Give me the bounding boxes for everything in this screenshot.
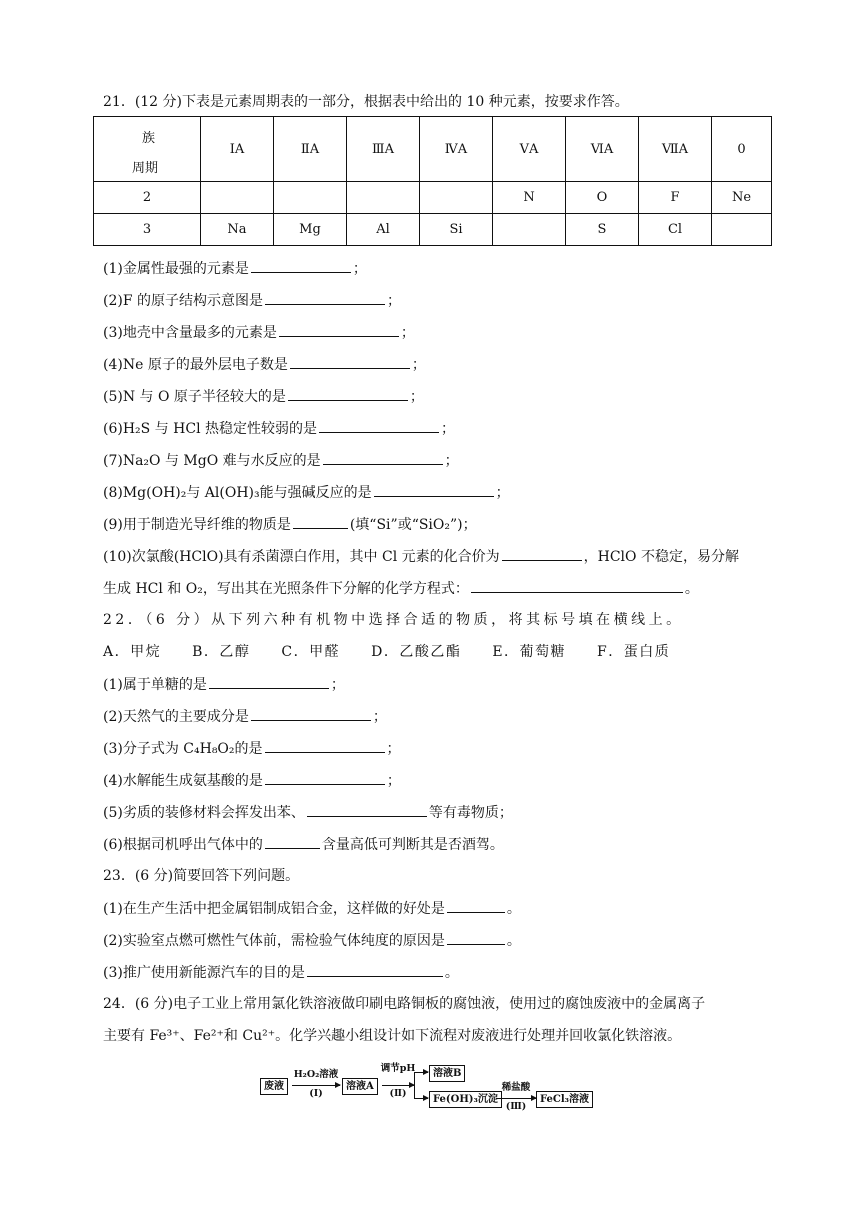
q21-2: (2)F 的原子结构示意图是 ； xyxy=(103,290,401,311)
step2-number: (Ⅱ) xyxy=(389,1088,407,1099)
group-header: ⅤA xyxy=(493,117,566,182)
answer-blank[interactable] xyxy=(307,802,427,817)
arrow-icon xyxy=(414,1072,428,1073)
arrow-icon xyxy=(292,1085,340,1086)
q21-7: (7)Na₂O 与 MgO 难与水反应的是 ； xyxy=(103,450,459,471)
table-cell: 2 xyxy=(94,182,201,214)
q22-options: A．甲烷 B．乙醇 C．甲醛 D．乙酸乙酯 E．葡萄糖 F．蛋白质 xyxy=(103,644,671,660)
group-header: ⅢA xyxy=(347,117,420,182)
answer-blank[interactable] xyxy=(293,514,348,529)
table-cell xyxy=(274,182,347,214)
answer-blank[interactable] xyxy=(447,930,505,945)
group-header: ⅣA xyxy=(420,117,493,182)
answer-blank[interactable] xyxy=(374,482,494,497)
answer-blank[interactable] xyxy=(447,898,505,913)
q21-6: (6)H₂S 与 HCl 热稳定性较弱的是 ； xyxy=(103,418,455,439)
group-header: ⅡA xyxy=(274,117,347,182)
q22-2: (2)天然气的主要成分是 ； xyxy=(103,706,387,727)
product-box: FeCl₃溶液 xyxy=(536,1091,593,1108)
q23-1: (1)在生产生活中把金属铝制成铝合金，这样做的好处是 。 xyxy=(103,898,521,919)
step3-number: (Ⅲ) xyxy=(505,1101,527,1112)
q24-line2: 主要有 Fe³⁺、Fe²⁺和 Cu²⁺。化学兴趣小组设计如下流程对废液进行处理并回收氯化铁溶液。 xyxy=(103,1028,682,1044)
table-cell xyxy=(347,182,420,214)
table-cell: Cl xyxy=(639,214,712,246)
q23-3: (3)推广使用新能源汽车的目的是 。 xyxy=(103,962,459,983)
step2-reagent: 调节pH xyxy=(380,1063,416,1074)
answer-blank[interactable] xyxy=(323,450,443,465)
step1-number: (Ⅰ) xyxy=(309,1088,323,1099)
solution-b-box: 溶液B xyxy=(429,1065,465,1082)
group-header: ⅦA xyxy=(639,117,712,182)
q21-10b: 生成 HCl 和 O₂，写出其在光照条件下分解的化学方程式： 。 xyxy=(103,578,699,599)
q21-5: (5)N 与 O 原子半径较大的是 ； xyxy=(103,386,424,407)
q22-3: (3)分子式为 C₄H₈O₂的是 ； xyxy=(103,738,401,759)
answer-blank[interactable] xyxy=(209,674,329,689)
precipitate-box: Fe(OH)₃沉淀 xyxy=(429,1091,502,1108)
branch-line xyxy=(414,1072,415,1098)
table-row-period-3 xyxy=(94,214,772,246)
answer-blank[interactable] xyxy=(307,962,443,977)
arrow-icon xyxy=(496,1098,536,1099)
table-cell: O xyxy=(566,182,639,214)
table-cell xyxy=(493,214,566,246)
answer-blank[interactable] xyxy=(265,834,320,849)
arrow-icon xyxy=(382,1085,414,1086)
q21-8: (8)Mg(OH)₂与 Al(OH)₃能与强碱反应的是 ； xyxy=(103,482,510,503)
group-header: ⅠA xyxy=(201,117,274,182)
q21-intro: 21．(12 分)下表是元素周期表的一部分，根据表中给出的 10 种元素，按要求作答。 xyxy=(103,94,629,110)
answer-blank[interactable] xyxy=(265,290,385,305)
solution-a-box: 溶液A xyxy=(342,1078,378,1095)
table-corner: 族 周期 xyxy=(94,117,201,182)
table-cell: F xyxy=(639,182,712,214)
q22-intro: 22．（6 分）从下列六种有机物中选择合适的物质，将其标号填在横线上。 xyxy=(103,612,684,628)
answer-blank[interactable] xyxy=(319,418,439,433)
answer-blank[interactable] xyxy=(290,354,410,369)
answer-blank[interactable] xyxy=(502,546,582,561)
table-cell: 3 xyxy=(94,214,201,246)
table-cell: Al xyxy=(347,214,420,246)
waste-box: 废液 xyxy=(260,1078,288,1095)
group-header: 0 xyxy=(712,117,772,182)
answer-blank[interactable] xyxy=(251,706,371,721)
step1-reagent: H₂O₂溶液 xyxy=(293,1069,339,1080)
q22-4: (4)水解能生成氨基酸的是 ； xyxy=(103,770,401,791)
q23-intro: 23．(6 分)简要回答下列问题。 xyxy=(103,868,300,884)
step3-reagent: 稀盐酸 xyxy=(501,1082,531,1093)
q24-line1: 24．(6 分)电子工业上常用氯化铁溶液做印刷电路铜板的腐蚀液，使用过的腐蚀废液中的金属离子 xyxy=(103,996,706,1012)
table-cell: N xyxy=(493,182,566,214)
q21-1: (1)金属性最强的元素是 ； xyxy=(103,258,367,279)
q22-6: (6)根据司机呼出气体中的 含量高低可判断其是否酒驾。 xyxy=(103,834,504,855)
table-cell: Mg xyxy=(274,214,347,246)
periodic-table xyxy=(93,116,772,246)
table-row-period-2 xyxy=(94,182,772,214)
answer-blank[interactable] xyxy=(265,738,385,753)
table-cell: Si xyxy=(420,214,493,246)
answer-blank[interactable] xyxy=(471,578,683,593)
table-cell: Na xyxy=(201,214,274,246)
arrow-icon xyxy=(414,1098,428,1099)
answer-blank[interactable] xyxy=(288,386,408,401)
q21-10a: (10)次氯酸(HClO)具有杀菌漂白作用，其中 Cl 元素的化合价为 ，HClO 不稳定，易分解 xyxy=(103,546,739,567)
table-cell: S xyxy=(566,214,639,246)
q22-1: (1)属于单糖的是 ； xyxy=(103,674,345,695)
table-cell xyxy=(420,182,493,214)
process-flow-diagram xyxy=(258,1063,598,1116)
q23-2: (2)实验室点燃可燃性气体前，需检验气体纯度的原因是 。 xyxy=(103,930,521,951)
table-cell xyxy=(712,214,772,246)
answer-blank[interactable] xyxy=(265,770,385,785)
q21-3: (3)地壳中含量最多的元素是 ； xyxy=(103,322,415,343)
table-cell xyxy=(201,182,274,214)
group-header: ⅥA xyxy=(566,117,639,182)
answer-blank[interactable] xyxy=(251,258,351,273)
q21-4: (4)Ne 原子的最外层电子数是 ； xyxy=(103,354,426,375)
q22-5: (5)劣质的装修材料会挥发出苯、 等有毒物质； xyxy=(103,802,513,823)
table-cell: Ne xyxy=(712,182,772,214)
q21-9: (9)用于制造光导纤维的物质是 (填“Si”或“SiO₂”)； xyxy=(103,514,477,535)
answer-blank[interactable] xyxy=(279,322,399,337)
